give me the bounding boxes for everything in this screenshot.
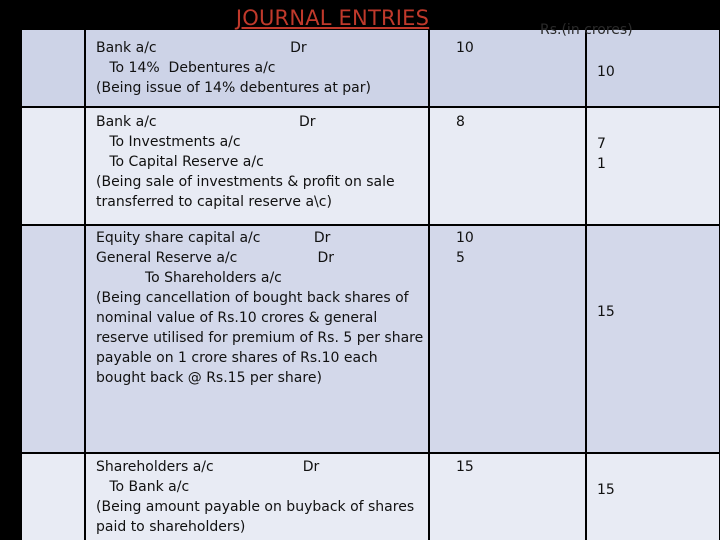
debit-line: Shareholders a/c Dr [96, 459, 320, 475]
debit-line: Bank a/c Dr [96, 114, 316, 130]
debit-amount: 10 [456, 40, 474, 56]
blank-cell [22, 30, 84, 106]
debit-line: Bank a/c Dr [96, 40, 307, 56]
debit-amount-cell [430, 30, 585, 106]
credit-line: To Bank a/c [96, 479, 190, 495]
credit-amount: 15 [597, 482, 615, 498]
credit-line: To Capital Reserve a/c [96, 154, 264, 170]
blank-cell [22, 454, 84, 540]
particulars-cell [86, 454, 428, 540]
journal-entry-row [22, 108, 719, 224]
particulars-cell [86, 226, 428, 452]
debit-amount: 5 [456, 250, 465, 266]
journal-table [22, 30, 719, 540]
narration: (Being cancellation of bought back shares of nominal value of Rs.10 crores & general reserve utilised for premium of Rs. 5 per share payable on 1 crore shares of Rs.10 each bought back @ Rs.15 per share) [96, 290, 424, 386]
blank-cell [22, 226, 84, 452]
debit-line: Equity share capital a/c Dr [96, 230, 331, 246]
blank-cell [22, 108, 84, 224]
page-title: JOURNAL ENTRIES [235, 6, 430, 30]
credit-amount: 1 [597, 156, 606, 172]
credit-amount: 10 [597, 64, 615, 80]
narration: (Being issue of 14% debentures at par) [96, 80, 371, 96]
debit-amount: 15 [456, 459, 474, 475]
particulars-cell [86, 30, 428, 106]
unit-label: Rs.(in crores) [540, 22, 633, 38]
narration: (Being amount payable on buyback of shares paid to shareholders) [96, 499, 415, 535]
credit-amount-cell [587, 226, 719, 452]
debit-line: General Reserve a/c Dr [96, 250, 334, 266]
debit-amount: 10 [456, 230, 474, 246]
journal-entry-row [22, 454, 719, 540]
credit-amount: 15 [597, 304, 615, 320]
credit-line: To Shareholders a/c [96, 270, 282, 286]
debit-amount-cell [430, 108, 585, 224]
debit-amount-cell [430, 454, 585, 540]
credit-line: To 14% Debentures a/c [96, 60, 276, 76]
credit-line: To Investments a/c [96, 134, 241, 150]
journal-entry-row [22, 30, 719, 106]
debit-amount: 8 [456, 114, 465, 130]
credit-amount-cell [587, 108, 719, 224]
credit-amount: 7 [597, 136, 606, 152]
debit-amount-cell [430, 226, 585, 452]
journal-entry-row [22, 226, 719, 452]
narration: (Being sale of investments & profit on sale transferred to capital reserve a\c) [96, 174, 395, 210]
particulars-cell [86, 108, 428, 224]
